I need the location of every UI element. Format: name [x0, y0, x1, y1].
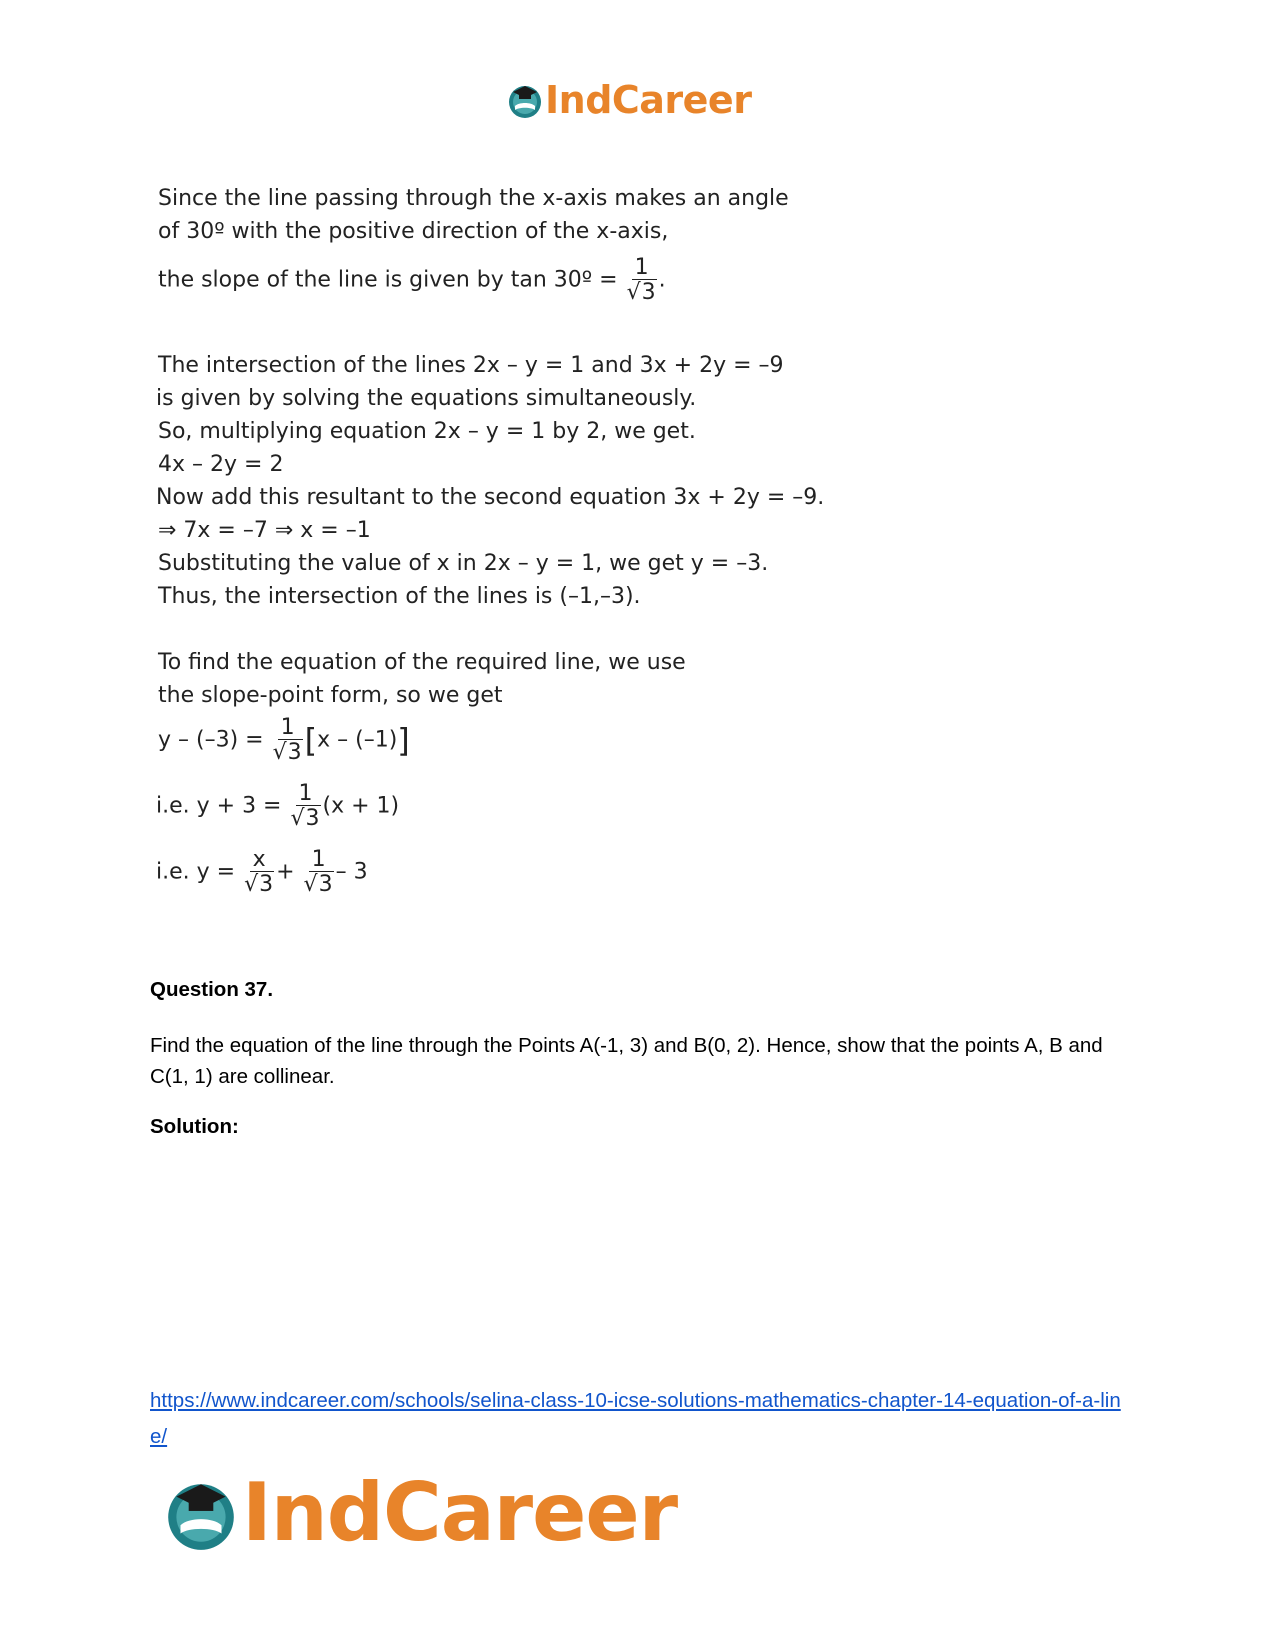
question-title: Question 37. — [150, 978, 274, 1001]
sqrt-radicand: 3 — [318, 872, 333, 898]
fraction: $\frac{1}{√3}$ — [626, 255, 656, 306]
equation-lhs: y – (–3) = — [158, 727, 264, 753]
equation-inner: x – (–1) — [317, 727, 398, 753]
equation-1 — [158, 716, 410, 765]
text-line: Substituting the value of x in 2x – y = 1, we get y = –3. — [158, 551, 769, 576]
brand-wordmark: IndCareer — [242, 1466, 678, 1559]
text-line: 4x – 2y = 2 — [158, 452, 284, 477]
close-bracket: ] — [397, 721, 410, 760]
fraction-numerator: 1 — [309, 848, 329, 872]
text-line: So, multiplying equation 2x – y = 1 by 2, we get. — [158, 419, 696, 444]
footer-logo — [160, 1466, 678, 1559]
text-line: the slope-point form, so we get — [158, 683, 503, 708]
text-line: of 30º with the positive direction of the x-axis, — [158, 219, 669, 244]
text-line: Since the line passing through the x-axis makes an angle — [158, 186, 789, 211]
sqrt-radicand: 3 — [287, 740, 302, 766]
text-line: is given by solving the equations simultaneously. — [156, 386, 697, 411]
text-segment: . — [658, 267, 666, 293]
brand-wordmark: IndCareer — [545, 78, 752, 122]
text-segment: the slope of the line is given by tan 30º = — [158, 267, 618, 293]
equation-3 — [156, 848, 368, 897]
sqrt-radicand: 3 — [305, 806, 320, 832]
solution-label: Solution: — [150, 1115, 239, 1138]
slope-line — [158, 256, 666, 305]
fraction-numerator: 1 — [296, 782, 316, 806]
sqrt-radicand: 3 — [641, 280, 656, 306]
equation-rhs: (x + 1) — [322, 793, 400, 819]
fraction: $\frac{1}{√3}$ — [303, 847, 333, 898]
fraction-numerator: 1 — [278, 716, 298, 740]
fraction: $\frac{x}{√3}$ — [244, 847, 274, 898]
question-text: Find the equation of the line through the Points A(-1, 3) and B(0, 2). Hence, show that the points A, B and C(1, 1) are collinear. — [150, 1034, 1103, 1088]
plus-sign: + — [276, 859, 295, 885]
equation-2 — [156, 782, 399, 831]
sqrt-radicand: 3 — [259, 872, 274, 898]
fraction: $\frac{1}{√3}$ — [272, 715, 302, 766]
text-line: Now add this resultant to the second equation 3x + 2y = –9. — [156, 485, 825, 510]
equation-tail: – 3 — [335, 859, 368, 885]
text-line: To find the equation of the required line, we use — [158, 650, 686, 675]
equation-lhs: i.e. y = — [156, 859, 236, 885]
text-line: ⇒ 7x = –7 ⇒ x = –1 — [158, 518, 371, 543]
fraction-numerator: 1 — [632, 256, 652, 280]
text-line: Thus, the intersection of the lines is (–1,–3). — [158, 584, 641, 609]
graduation-globe-icon — [160, 1472, 242, 1554]
fraction-numerator: x — [250, 848, 269, 872]
open-bracket: [ — [304, 721, 318, 760]
equation-lhs: i.e. y + 3 = — [156, 793, 282, 819]
header-logo — [505, 80, 751, 120]
fraction: $\frac{1}{√3}$ — [290, 781, 320, 832]
source-link[interactable]: https://www.indcareer.com/schools/selina-class-10-icse-solutions-mathematics-chapter-14-equation-of-a-line/ — [150, 1389, 1121, 1448]
graduation-globe-icon — [505, 80, 545, 120]
text-line: The intersection of the lines 2x – y = 1 and 3x + 2y = –9 — [158, 353, 784, 378]
